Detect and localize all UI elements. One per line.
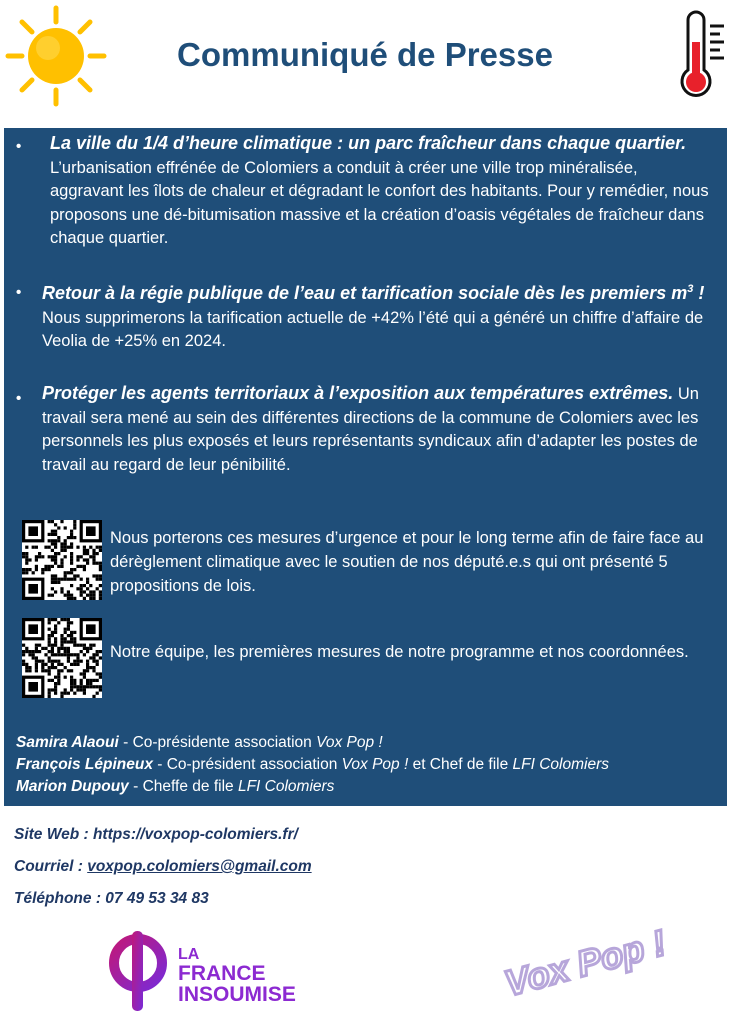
signatories — [16, 732, 609, 798]
lfi-logo — [108, 925, 298, 1015]
bullet-marker: • — [16, 284, 22, 301]
contact-website: Site Web : https://voxpop-colomiers.fr/ — [14, 826, 298, 843]
svg-text:INSOUMISE: INSOUMISE — [178, 983, 296, 1006]
measure-lead-sup: 3 — [687, 283, 694, 295]
measures-panel — [4, 128, 727, 806]
svg-text:FRANCE: FRANCE — [178, 962, 266, 985]
email-link[interactable]: voxpop.colomiers@gmail.com — [87, 858, 312, 875]
svg-text:Vox Pop !: Vox Pop ! — [500, 921, 670, 1004]
signatory-name: Marion Dupouy — [16, 778, 129, 795]
measure-lead: Retour à la régie publique de l’eau et tarification sociale dès les premiers m — [42, 283, 688, 303]
qr-code-team[interactable] — [22, 618, 102, 698]
qr-caption-team: Notre équipe, les premières mesures de notre programme et nos coordonnées. — [110, 643, 689, 661]
phone-number[interactable]: 07 49 53 34 83 — [105, 890, 209, 907]
measure-body: Un travail sera mené au sein des différentes directions de la commune de Colomiers avec les personnels les plus exposés et leurs représentants syndicaux afin d’adapter les postes de travail au regard de leur pénibilité. — [42, 385, 699, 474]
svg-text:LA: LA — [178, 946, 200, 963]
qr-caption-laws: Nous porterons ces mesures d’urgence et pour le long terme afin de faire face au dérèglement climatique avec le soutien de nos député.e.s qui ont présenté 5 propositions de lois. — [110, 529, 704, 595]
measure-item — [42, 278, 718, 354]
contact-phone: Téléphone : 07 49 53 34 83 — [14, 890, 209, 907]
voxpop-logo — [498, 920, 670, 1020]
bullet-marker: • — [16, 138, 22, 155]
measure-lead: Protéger les agents territoriaux à l’exposition aux températures extrêmes. — [42, 383, 674, 403]
measure-body: L’urbanisation effrénée de Colomiers a conduit à créer une ville trop minéralisée, aggravant les îlots de chaleur et dégradant le confort des habitants. Pour y remédier, nous proposons une dé-bitumisation massive et la création d’oasis végétales de fraîcheur dans chaque quartier. — [50, 158, 709, 247]
website-link[interactable]: https://voxpop-colomiers.fr/ — [92, 826, 298, 843]
measure-lead-end: ! — [693, 283, 705, 303]
signatory-name: Samira Alaoui — [16, 734, 119, 751]
signatory-name: François Lépineux — [16, 756, 153, 773]
qr-code-program[interactable] — [22, 520, 102, 600]
bullet-marker: • — [16, 390, 22, 407]
measure-item — [42, 382, 718, 477]
measure-lead: La ville du 1/4 d’heure climatique : un parc fraîcheur dans chaque quartier. — [50, 133, 687, 153]
measure-item — [50, 132, 715, 251]
contact-email: Courriel : voxpop.colomiers@gmail.com — [14, 858, 312, 875]
signatory-row: Marion Dupouy - Cheffe de file LFI Colomiers — [16, 778, 335, 795]
signatory-row: Samira Alaoui - Co-présidente association Vox Pop ! — [16, 734, 383, 751]
signatory-row: François Lépineux - Co-président association Vox Pop ! et Chef de file LFI Colomiers — [16, 756, 609, 773]
measure-body: Nous supprimerons la tarification actuelle de +42% l’été qui a généré un chiffre d’affaire de Veolia de +25% en 2024. — [42, 308, 704, 350]
page-title: Communiqué de Presse — [177, 36, 553, 73]
phi-icon — [108, 925, 298, 1015]
